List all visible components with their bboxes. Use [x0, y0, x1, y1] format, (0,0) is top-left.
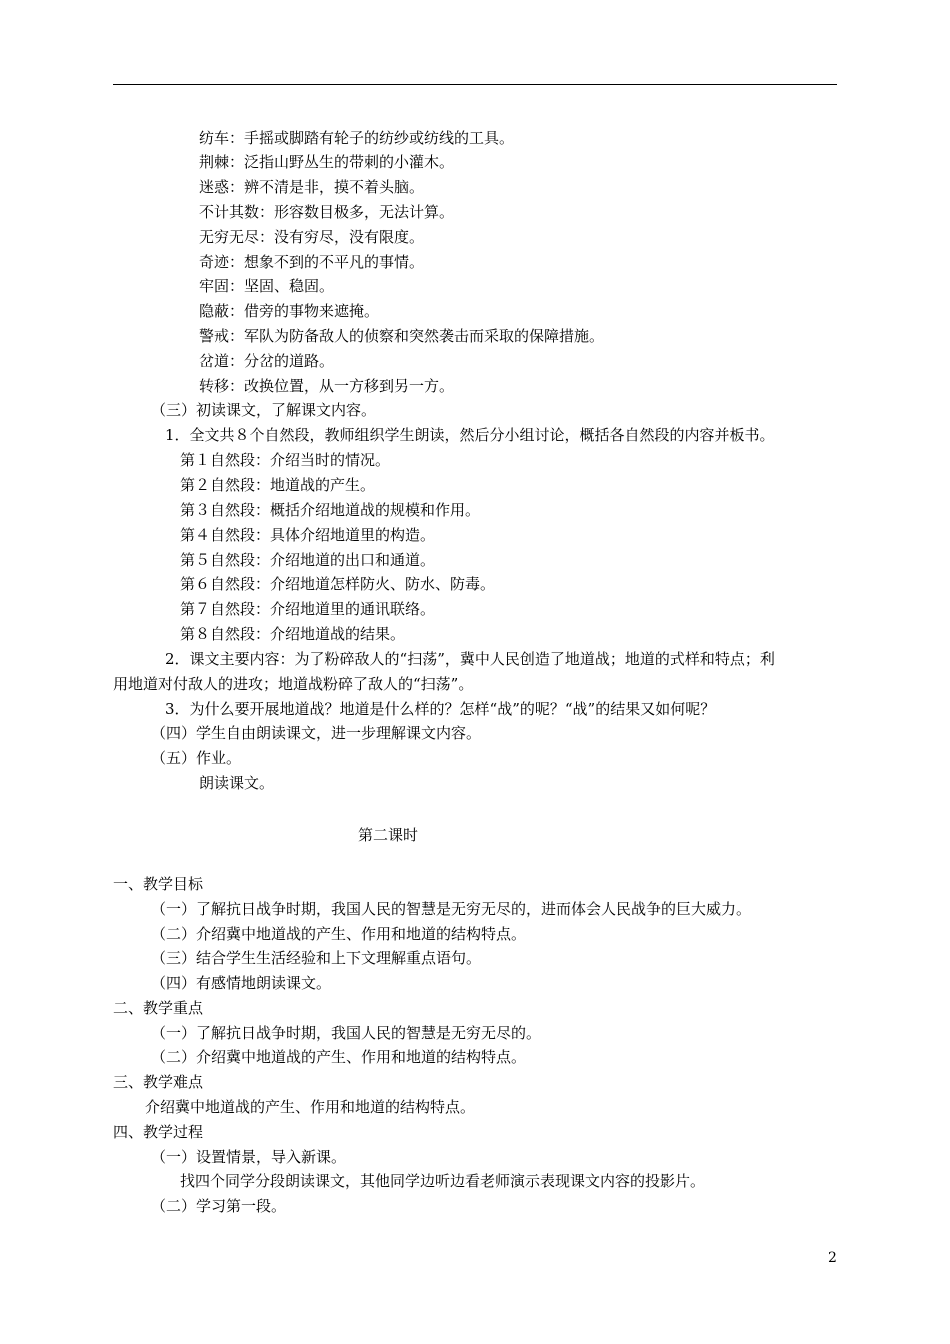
section-heading: （三）初读课文，了解课文内容。: [151, 401, 377, 419]
glossary-term: 转移: [199, 377, 230, 395]
glossary-item: 无穷无尽：没有穷尽，没有限度。: [199, 228, 425, 246]
paragraph-summary: 第１自然段：介绍当时的情况。: [180, 451, 391, 469]
numbered-item-continuation: 用地道对付敌人的进攻；地道战粉碎了敌人的“扫荡”。: [113, 675, 474, 693]
glossary-term: 荆棘: [199, 153, 230, 171]
body-text: 找四个同学分段朗读课文，其他同学边听边看老师演示表现课文内容的投影片。: [180, 1172, 706, 1190]
goal-item: （三）结合学生生活经验和上下文理解重点语句。: [151, 949, 482, 967]
numbered-item: 1．全文共８个自然段，教师组织学生朗读，然后分小组讨论，概括各自然段的内容并板书。: [165, 426, 775, 444]
goal-item: （四）有感情地朗读课文。: [151, 974, 332, 992]
paragraph-summary: 第５自然段：介绍地道的出口和通道。: [180, 551, 436, 569]
glossary-definition: 没有穷尽，没有限度。: [274, 228, 425, 246]
glossary-definition: 借旁的事物来遮掩。: [244, 302, 380, 320]
glossary-definition: 分岔的道路。: [244, 352, 335, 370]
section-heading: （五）作业。: [151, 749, 242, 767]
glossary-item: 牢固：坚固、稳固。: [199, 277, 335, 295]
paragraph-summary: 第３自然段：概括介绍地道战的规模和作用。: [180, 501, 481, 519]
lesson-title: 第二课时: [358, 826, 419, 844]
paragraph-summary: 第２自然段：地道战的产生。: [180, 476, 376, 494]
glossary-item: 转移：改换位置，从一方移到另一方。: [199, 377, 455, 395]
glossary-term: 无穷无尽: [199, 228, 260, 246]
key-point-item: （一）了解抗日战争时期，我国人民的智慧是无穷无尽的。: [151, 1024, 542, 1042]
glossary-term: 迷惑: [199, 178, 230, 196]
glossary-term: 牢固: [199, 277, 230, 295]
numbered-item: 2．课文主要内容：为了粉碎敌人的“扫荡”，冀中人民创造了地道战；地道的式样和特点；利: [165, 650, 775, 668]
glossary-term: 不计其数: [199, 203, 260, 221]
paragraph-summary: 第６自然段：介绍地道怎样防火、防水、防毒。: [180, 575, 496, 593]
chapter-heading: 三、教学难点: [113, 1073, 204, 1091]
glossary-term: 岔道: [199, 352, 230, 370]
glossary-item: 荆棘：泛指山野丛生的带刺的小灌木。: [199, 153, 455, 171]
glossary-term: 隐蔽: [199, 302, 230, 320]
glossary-term: 纺车: [199, 129, 230, 147]
numbered-item: 3．为什么要开展地道战？地道是什么样的？怎样“战”的呢？“战”的结果又如何呢？: [165, 700, 716, 718]
page-number: 2: [828, 1250, 837, 1266]
paragraph-summary: 第７自然段：介绍地道里的通讯联络。: [180, 600, 436, 618]
glossary-term: 警戒: [199, 327, 230, 345]
paragraph-summary: 第８自然段：介绍地道战的结果。: [180, 625, 406, 643]
glossary-item: 不计其数：形容数目极多，无法计算。: [199, 203, 455, 221]
glossary-definition: 坚固、稳固。: [244, 277, 335, 295]
chapter-heading: 四、教学过程: [113, 1123, 204, 1141]
glossary-definition: 改换位置，从一方移到另一方。: [244, 377, 455, 395]
chapter-heading: 一、教学目标: [113, 875, 204, 893]
glossary-definition: 军队为防备敌人的侦察和突然袭击而采取的保障措施。: [244, 327, 605, 345]
glossary-item: 迷惑：辨不清是非，摸不着头脑。: [199, 178, 425, 196]
chapter-heading: 二、教学重点: [113, 999, 204, 1017]
process-step: （二）学习第一段。: [151, 1197, 287, 1215]
header-rule: [113, 84, 837, 85]
body-text: 朗读课文。: [199, 774, 275, 792]
glossary-item: 岔道：分岔的道路。: [199, 352, 335, 370]
goal-item: （一）了解抗日战争时期，我国人民的智慧是无穷无尽的，进而体会人民战争的巨大威力。: [151, 900, 752, 918]
glossary-item: 警戒：军队为防备敌人的侦察和突然袭击而采取的保障措施。: [199, 327, 605, 345]
body-text: 介绍冀中地道战的产生、作用和地道的结构特点。: [145, 1098, 476, 1116]
section-heading: （四）学生自由朗读课文，进一步理解课文内容。: [151, 724, 482, 742]
process-step: （一）设置情景，导入新课。: [151, 1148, 347, 1166]
glossary-item: 奇迹：想象不到的不平凡的事情。: [199, 253, 425, 271]
glossary-term: 奇迹: [199, 253, 230, 271]
glossary-definition: 形容数目极多，无法计算。: [274, 203, 455, 221]
goal-item: （二）介绍冀中地道战的产生、作用和地道的结构特点。: [151, 925, 527, 943]
paragraph-summary: 第４自然段：具体介绍地道里的构造。: [180, 526, 436, 544]
glossary-item: 纺车：手摇或脚踏有轮子的纺纱或纺线的工具。: [199, 129, 515, 147]
glossary-definition: 泛指山野丛生的带刺的小灌木。: [244, 153, 455, 171]
glossary-definition: 辨不清是非，摸不着头脑。: [244, 178, 425, 196]
glossary-definition: 想象不到的不平凡的事情。: [244, 253, 425, 271]
glossary-item: 隐蔽：借旁的事物来遮掩。: [199, 302, 380, 320]
glossary-definition: 手摇或脚踏有轮子的纺纱或纺线的工具。: [244, 129, 515, 147]
key-point-item: （二）介绍冀中地道战的产生、作用和地道的结构特点。: [151, 1048, 527, 1066]
